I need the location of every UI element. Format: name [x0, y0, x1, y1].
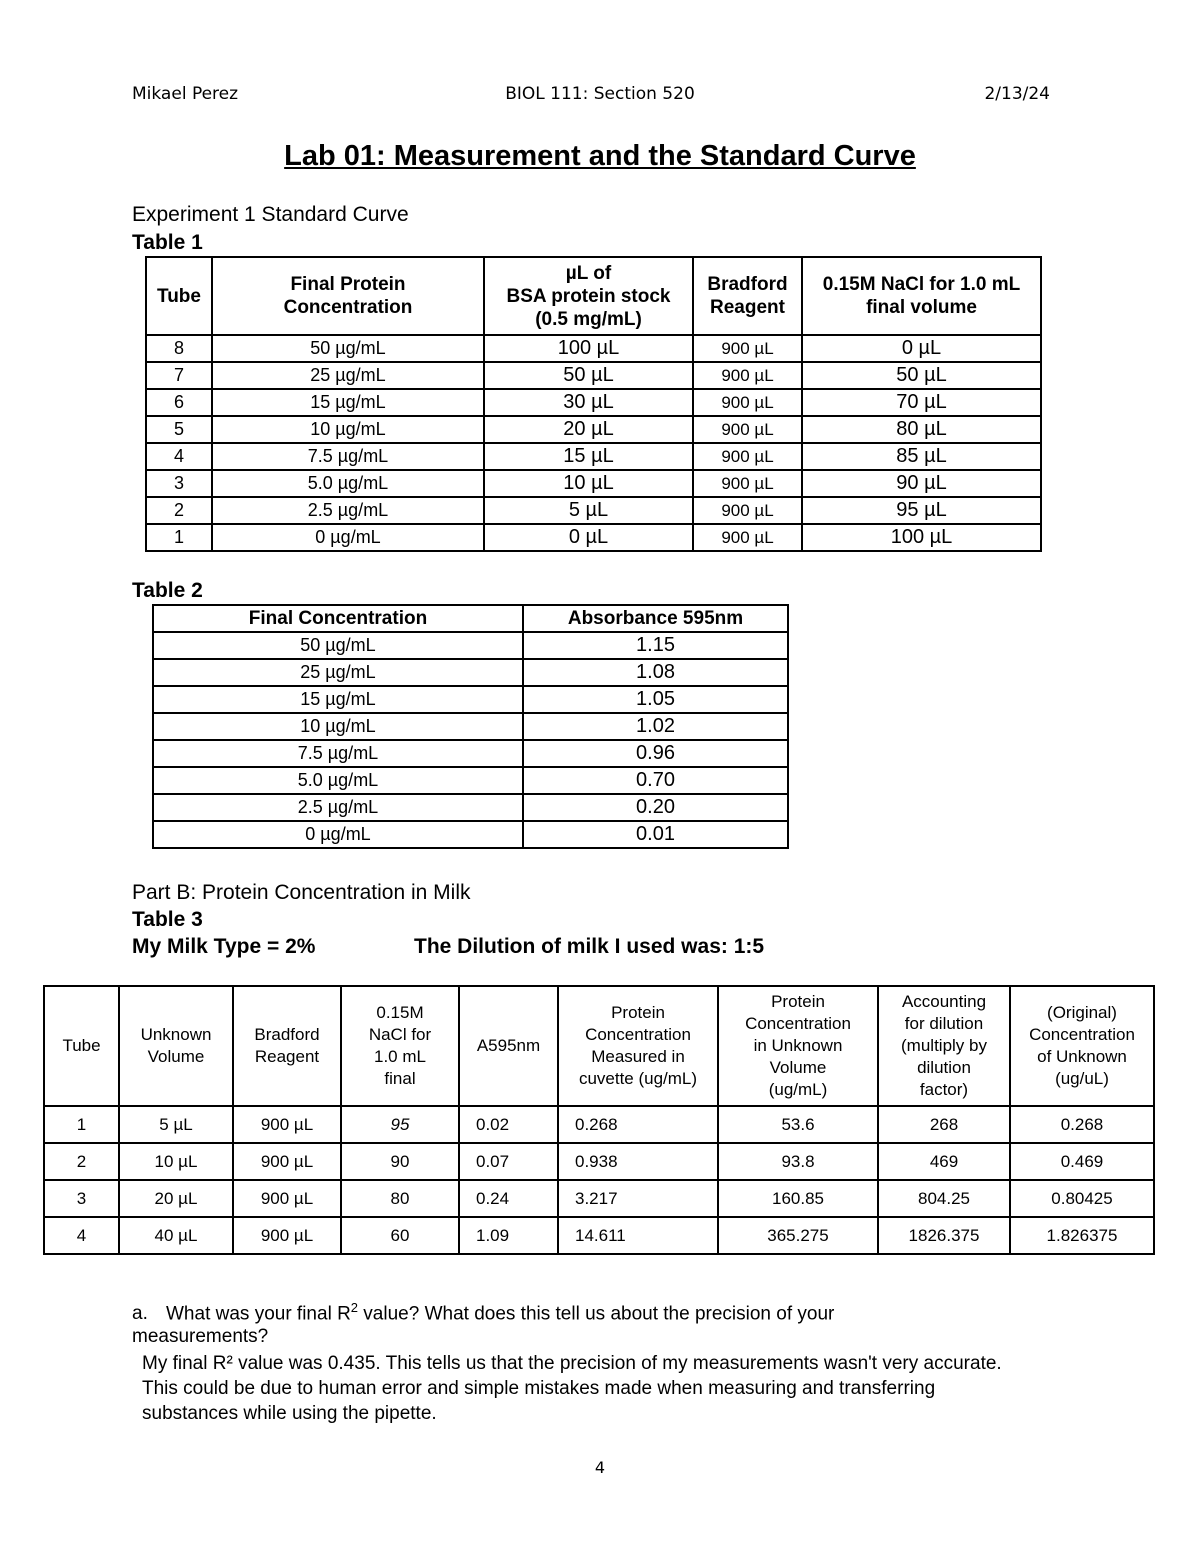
table-cell: 2: [146, 497, 212, 524]
table-row: [153, 767, 788, 794]
table-cell: 900 µL: [233, 1217, 341, 1254]
table-cell: 0.24: [459, 1180, 558, 1217]
table-cell: 15 µL: [484, 443, 693, 470]
table-cell: 900 µL: [693, 362, 802, 389]
table-cell: 8: [146, 335, 212, 362]
table-cell: 900 µL: [693, 335, 802, 362]
table-cell: 5: [146, 416, 212, 443]
table3-header-0: Tube: [44, 986, 119, 1106]
table-cell: 900 µL: [693, 524, 802, 551]
table-cell: 70 µL: [802, 389, 1041, 416]
question-marker: a.: [132, 1303, 148, 1325]
table-row: [153, 794, 788, 821]
table-row: [146, 389, 1041, 416]
table3-label: Table 3: [132, 908, 203, 931]
table-row: [153, 713, 788, 740]
table-cell: 50 µg/mL: [212, 335, 484, 362]
table-cell: 7: [146, 362, 212, 389]
table-cell: 10 µg/mL: [212, 416, 484, 443]
table-cell: 0.02: [459, 1106, 558, 1143]
table-row: [153, 740, 788, 767]
table-cell: 0.01: [523, 821, 788, 848]
table-row: [153, 821, 788, 848]
answer-a: My final R² value was 0.435. This tells us that the precision of my measurements wasn't very accurate. This could be due to human error and simple mistakes made when measuring and transferring substances while using the pipette.: [142, 1353, 1002, 1424]
table-cell: 1.05: [523, 686, 788, 713]
table-cell: 0 µg/mL: [153, 821, 523, 848]
table3-header-8: (Original) Concentration of Unknown (ug/uL): [1010, 986, 1154, 1106]
table-cell: 50 µL: [802, 362, 1041, 389]
table-cell: 900 µL: [693, 443, 802, 470]
table1-header-3: Bradford Reagent: [693, 257, 802, 335]
table-row: [153, 659, 788, 686]
table-cell: 20 µL: [484, 416, 693, 443]
table2-body: [153, 632, 788, 848]
table-cell: 10 µg/mL: [153, 713, 523, 740]
table-row: [146, 443, 1041, 470]
table-cell: 60: [341, 1217, 459, 1254]
table-row: [146, 362, 1041, 389]
table-cell: 5.0 µg/mL: [212, 470, 484, 497]
table-cell: 0.80425: [1010, 1180, 1154, 1217]
table-cell: 900 µL: [233, 1106, 341, 1143]
table-cell: 53.6: [718, 1106, 878, 1143]
table-cell: 4: [146, 443, 212, 470]
table-cell: 900 µL: [693, 470, 802, 497]
table3-header-row: [44, 986, 1154, 1106]
table-cell: 5 µL: [119, 1106, 233, 1143]
page-title: Lab 01: Measurement and the Standard Curve: [284, 140, 916, 172]
table3-header-7: Accounting for dilution (multiply by dilution factor): [878, 986, 1010, 1106]
table-cell: 900 µL: [233, 1180, 341, 1217]
table-cell: 20 µL: [119, 1180, 233, 1217]
table-cell: 900 µL: [693, 416, 802, 443]
table2-header-0: Final Concentration: [153, 605, 523, 632]
table-cell: 0 µL: [484, 524, 693, 551]
table-cell: 0.07: [459, 1143, 558, 1180]
page-number: 4: [594, 1458, 606, 1477]
table-cell: 2.5 µg/mL: [212, 497, 484, 524]
table1-header-4: 0.15M NaCl for 1.0 mL final volume: [802, 257, 1041, 335]
table-cell: 0.268: [558, 1106, 718, 1143]
table-cell: 0.469: [1010, 1143, 1154, 1180]
table-cell: 900 µL: [693, 497, 802, 524]
table-row: [146, 470, 1041, 497]
table-cell: 900 µL: [233, 1143, 341, 1180]
table2: [152, 604, 789, 849]
table-cell: 100 µL: [484, 335, 693, 362]
doc-date: 2/13/24: [984, 84, 1050, 104]
table-cell: 0.938: [558, 1143, 718, 1180]
table-cell: 1.15: [523, 632, 788, 659]
table-cell: 25 µg/mL: [212, 362, 484, 389]
question-text-after: value? What does this tell us about the precision of your measurements?: [132, 1303, 835, 1348]
table-cell: 2.5 µg/mL: [153, 794, 523, 821]
table-row: [44, 1180, 1154, 1217]
table1: [145, 256, 1042, 552]
table-cell: 160.85: [718, 1180, 878, 1217]
table-cell: 100 µL: [802, 524, 1041, 551]
table1-header-2: µL of BSA protein stock (0.5 mg/mL): [484, 257, 693, 335]
table3-header-5: Protein Concentration Measured in cuvette (ug/mL): [558, 986, 718, 1106]
table-cell: 50 µL: [484, 362, 693, 389]
table-cell: 10 µL: [119, 1143, 233, 1180]
table-row: [153, 686, 788, 713]
table3-header-3: 0.15M NaCl for 1.0 mL final: [341, 986, 459, 1106]
table-row: [44, 1217, 1154, 1254]
table-row: [44, 1143, 1154, 1180]
table-row: [146, 497, 1041, 524]
table-cell: 10 µL: [484, 470, 693, 497]
experiment-label: Experiment 1 Standard Curve: [132, 203, 409, 226]
table1-header-row: [146, 257, 1041, 335]
table-cell: 3: [146, 470, 212, 497]
table3-body: [44, 1106, 1154, 1254]
table-cell: 1: [146, 524, 212, 551]
table-cell: 40 µL: [119, 1217, 233, 1254]
table-cell: 3: [44, 1180, 119, 1217]
table-cell: 4: [44, 1217, 119, 1254]
table1-header-0: Tube: [146, 257, 212, 335]
table-cell: 1.08: [523, 659, 788, 686]
question-a: [132, 1296, 932, 1348]
table-row: [146, 416, 1041, 443]
table-cell: 1.09: [459, 1217, 558, 1254]
table-cell: 0 µL: [802, 335, 1041, 362]
table-cell: 85 µL: [802, 443, 1041, 470]
table-row: [146, 335, 1041, 362]
table-cell: 268: [878, 1106, 1010, 1143]
question-superscript: 2: [350, 1300, 359, 1315]
table-row: [146, 524, 1041, 551]
table3-header-2: Bradford Reagent: [233, 986, 341, 1106]
table-cell: 469: [878, 1143, 1010, 1180]
table-cell: 80: [341, 1180, 459, 1217]
milk-dilution: The Dilution of milk I used was: 1:5: [414, 935, 765, 958]
table-cell: 0.20: [523, 794, 788, 821]
table1-body: [146, 335, 1041, 551]
table-row: [44, 1106, 1154, 1143]
table-cell: 25 µg/mL: [153, 659, 523, 686]
table3-header-6: Protein Concentration in Unknown Volume (ug/mL): [718, 986, 878, 1106]
table-cell: 365.275: [718, 1217, 878, 1254]
table-row: [153, 632, 788, 659]
table-cell: 7.5 µg/mL: [153, 740, 523, 767]
table-cell: 2: [44, 1143, 119, 1180]
table-cell: 3.217: [558, 1180, 718, 1217]
table-cell: 5.0 µg/mL: [153, 767, 523, 794]
author-name: Mikael Perez: [132, 84, 239, 104]
table-cell: 900 µL: [693, 389, 802, 416]
table-cell: 15 µg/mL: [153, 686, 523, 713]
table-cell: 95: [341, 1106, 459, 1143]
question-text-before: What was your final R: [166, 1303, 351, 1325]
table-cell: 1826.375: [878, 1217, 1010, 1254]
table-cell: 80 µL: [802, 416, 1041, 443]
table3: [43, 985, 1155, 1255]
table-cell: 0.70: [523, 767, 788, 794]
table-cell: 95 µL: [802, 497, 1041, 524]
table-cell: 93.8: [718, 1143, 878, 1180]
table-cell: 804.25: [878, 1180, 1010, 1217]
table3-header-1: Unknown Volume: [119, 986, 233, 1106]
partb-label: Part B: Protein Concentration in Milk: [132, 881, 471, 904]
table-cell: 1.826375: [1010, 1217, 1154, 1254]
table-cell: 6: [146, 389, 212, 416]
table-cell: 0.268: [1010, 1106, 1154, 1143]
table-cell: 90: [341, 1143, 459, 1180]
table-cell: 0 µg/mL: [212, 524, 484, 551]
table-cell: 1: [44, 1106, 119, 1143]
table-cell: 0.96: [523, 740, 788, 767]
table2-header-1: Absorbance 595nm: [523, 605, 788, 632]
table1-label: Table 1: [132, 231, 203, 254]
table2-header-row: [153, 605, 788, 632]
milk-type: My Milk Type = 2%: [132, 935, 316, 958]
table3-header-4: A595nm: [459, 986, 558, 1106]
table-cell: 1.02: [523, 713, 788, 740]
table-cell: 50 µg/mL: [153, 632, 523, 659]
table1-header-1: Final Protein Concentration: [212, 257, 484, 335]
table-cell: 15 µg/mL: [212, 389, 484, 416]
table-cell: 14.611: [558, 1217, 718, 1254]
table-cell: 7.5 µg/mL: [212, 443, 484, 470]
table2-label: Table 2: [132, 579, 203, 602]
table-cell: 90 µL: [802, 470, 1041, 497]
table-cell: 30 µL: [484, 389, 693, 416]
table-cell: 5 µL: [484, 497, 693, 524]
course-section: BIOL 111: Section 520: [505, 84, 695, 104]
